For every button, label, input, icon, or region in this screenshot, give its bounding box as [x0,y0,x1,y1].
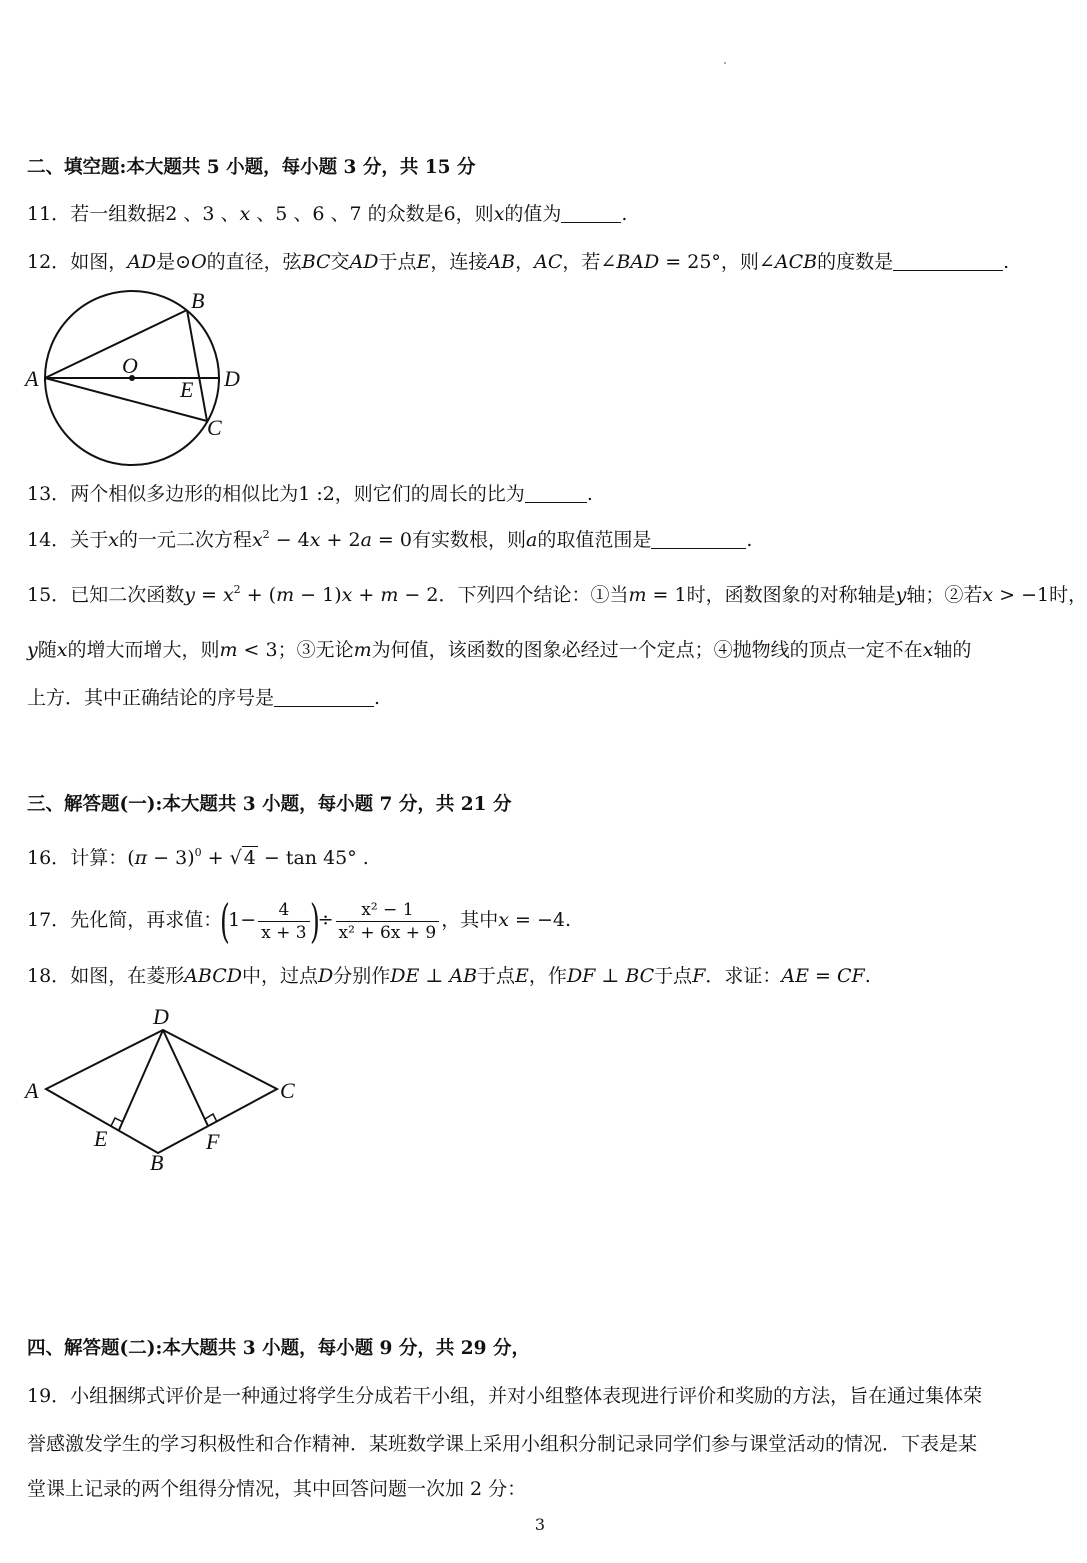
section-4-heading: 四、解答题(二):本大题共 3 小题，每小题 9 分，共 29 分， [27,1338,530,1359]
question-19-line-1: 19．小组捆绑式评价是一种通过将学生分成若干小组，并对小组整体表现进行评价和奖励的方法，旨在通过集体荣 [27,1385,983,1407]
question-12: 12．如图，AD是⊙O的直径，弦BC交AD于点E，连接AB，AC，若∠BAD = 25°，则∠ACB的度数是 . [27,251,1010,273]
label-f: F [206,1129,220,1154]
label-b: B [191,288,205,313]
segment-df [163,1030,208,1126]
page-number: 3 [534,1515,546,1534]
fraction-2: $\frac{\text{x² − 1}}{\text{x² + 6x + 9}}$ [336,900,440,943]
label-b: B [150,1150,164,1175]
right-angle-mark-f [205,1114,217,1122]
section-3-heading: 三、解答题(一):本大题共 3 小题，每小题 7 分，共 21 分 [27,794,512,815]
question-19-line-2: 誉感激发学生的学习积极性和合作精神．某班数学课上采用小组积分制记录同学们参与课堂活动的情况．下表是某 [27,1433,978,1455]
label-a: A [25,1078,39,1103]
answer-blank[interactable] [274,688,374,707]
chord-bc [187,310,207,421]
rhombus-abcd [46,1030,277,1153]
label-e: E [180,377,194,402]
question-15-line-3: 上方．其中正确结论的序号是 . [27,687,381,709]
question-14: 14．关于x的一元二次方程$x^2 - 4x + 2a = 0$有实数根，则a的取值范围是 . [27,528,753,551]
label-d: D [224,366,240,391]
circle-figure [20,285,260,465]
question-11: 11．若一组数据2 、3 、x 、5 、6 、7 的众数是6，则x的值为 . [27,203,628,225]
section-2-heading: 二、填空题:本大题共 5 小题，每小题 3 分，共 15 分 [27,157,476,178]
question-17: 17．先化简，再求值：(1− $\frac{4}{x + 3}$ )÷ $\frac{\text{x² − 1}}{\text{x² + 6x + 9}}$ ，其中x = −4. [27,894,572,948]
rhombus-figure [20,1000,320,1180]
question-16: 16．计算：$(\pi - 3)^0$ + √ 4 − tan 45° . [27,846,369,869]
label-a: A [25,366,39,391]
question-15-line-1: 15．已知二次函数$y = x^2 + (m - 1)x + m - 2$．下列四个结论：①当m = 1时，函数图象的对称轴是y轴；②若x > −1时， [27,583,1087,606]
label-c: C [280,1078,295,1103]
label-c: C [207,415,222,440]
question-19-line-3: 堂课上记录的两个组得分情况，其中回答问题一次加 2 分： [27,1478,527,1500]
question-15-line-2: y随x的增大而增大，则m < 3；③无论m为何值，该函数的图象必经过一个定点；④抛物线的顶点一定不在x轴的 [27,639,972,661]
label-d: D [153,1004,169,1029]
segment-de [119,1030,163,1130]
question-18: 18．如图，在菱形ABCD中，过点D分别作DE ⊥ AB于点E，作DF ⊥ BC于点F．求证：AE = CF. [27,965,871,987]
answer-blank[interactable] [651,530,746,549]
question-13: 13．两个相似多边形的相似比为1 :2，则它们的周长的比为 . [27,483,593,505]
label-e: E [94,1126,108,1151]
label-o: O [122,353,138,378]
speck [724,62,726,64]
answer-blank[interactable] [893,252,1003,271]
answer-blank[interactable] [525,484,587,503]
fraction-1: $\frac{4}{x + 3}$ [258,900,309,943]
answer-blank[interactable] [561,204,621,223]
